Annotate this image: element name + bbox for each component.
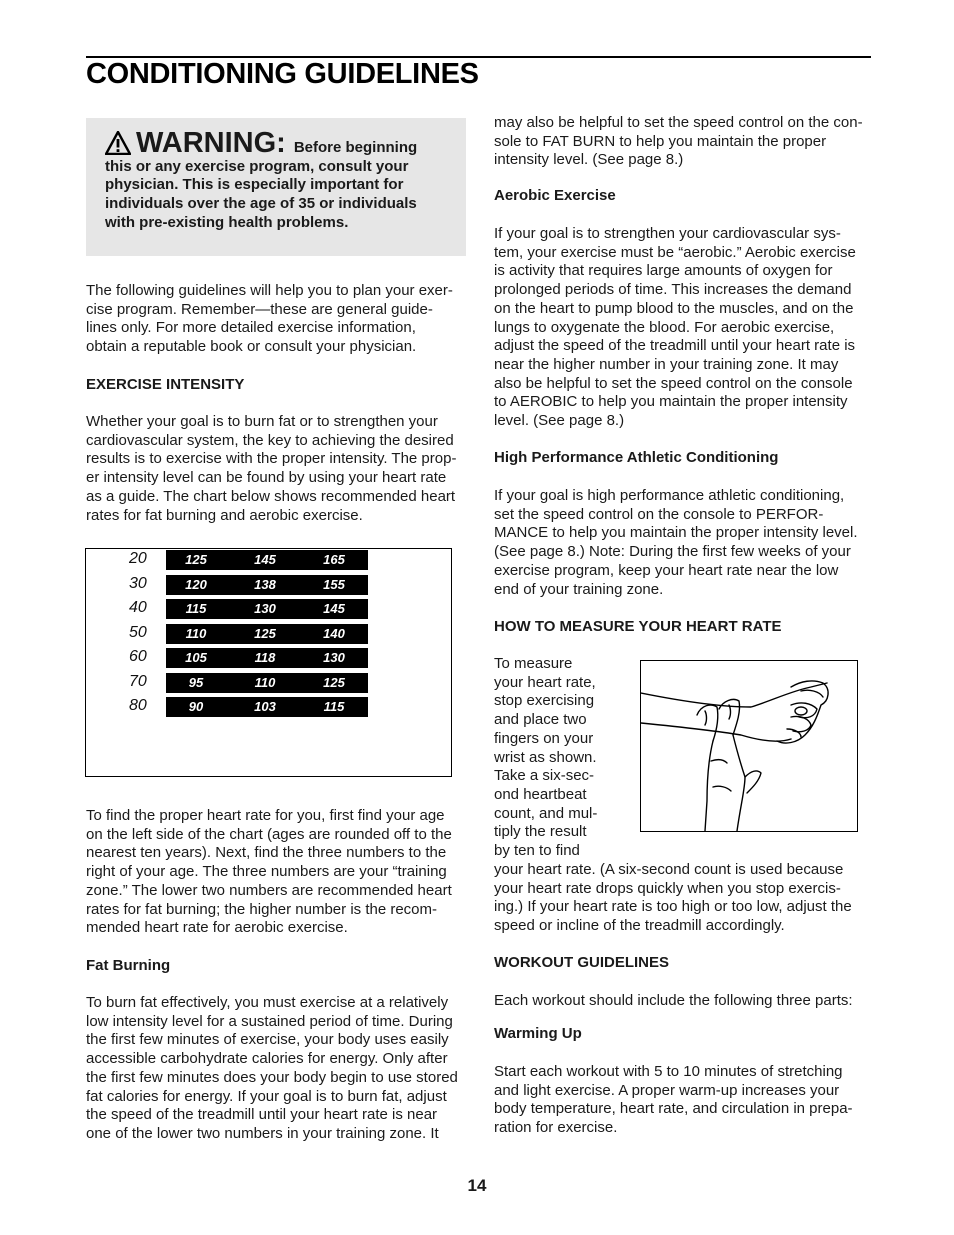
text-line: one of the lower two numbers in your training zone. It	[86, 1124, 439, 1142]
chart-value-bar	[166, 550, 368, 570]
chart-value-bar	[166, 599, 368, 619]
text-line: wrist as shown.	[494, 748, 597, 766]
text-line: fat calories for energy. If your goal is to burn fat, adjust	[86, 1087, 447, 1105]
intro-paragraph	[86, 282, 473, 357]
workout-heading: WORKOUT GUIDELINES	[494, 954, 669, 971]
text-line: If your goal is high performance athletic conditioning,	[494, 487, 845, 504]
text-line: nearest ten years). Next, find the three numbers to the	[86, 844, 447, 862]
text-line: count, and mul-	[494, 804, 598, 822]
warning-label: WARNING:	[136, 127, 286, 159]
text-line: tiply the result	[494, 823, 587, 841]
warning-text-line: Before beginning	[293, 139, 418, 156]
text-line: near the higher number in your training zone. It may	[494, 355, 839, 373]
chart-row	[86, 648, 451, 668]
text-line: level. (See page 8.)	[494, 412, 625, 430]
chart-row	[86, 624, 451, 644]
text-line: Start each workout with 5 to 10 minutes of stretching	[494, 1063, 843, 1080]
text-line: also be helpful to set the speed control on the console	[494, 374, 853, 392]
text-line: on the heart to pump blood to the muscles, and on the	[494, 299, 854, 317]
text-line: Whether your goal is to burn fat or to strengthen your	[86, 413, 438, 430]
warming-up-heading: Warming Up	[494, 1025, 582, 1042]
high-performance-heading: High Performance Athletic Conditioning	[494, 449, 779, 466]
page-title: CONDITIONING GUIDELINES	[86, 58, 479, 90]
text-line: your heart rate,	[494, 673, 596, 691]
chart-age-label: 80	[129, 697, 147, 714]
exercise-intensity-paragraph	[86, 413, 473, 525]
text-line: er intensity level can be found by using your heart rate	[86, 469, 447, 487]
chart-heart-rate-value: 110	[254, 674, 276, 690]
chart-heart-rate-value: 120	[185, 576, 207, 592]
text-line: If your goal is to strengthen your cardiovascular sys-	[494, 225, 841, 242]
text-line: your heart rate. (A six-second count is used because	[494, 861, 844, 878]
chart-value-bar	[166, 575, 368, 595]
chart-row	[86, 575, 451, 595]
chart-heart-rate-value: 90	[188, 699, 204, 714]
chart-heart-rate-value: 95	[188, 674, 204, 690]
text-line: cise program. Remember—these are general guide-	[86, 300, 433, 318]
text-line: adjust the speed of the treadmill until your heart rate is	[494, 337, 856, 355]
aerobic-heading: Aerobic Exercise	[494, 187, 616, 204]
warning-triangle-icon	[105, 131, 131, 155]
text-line: is activity that requires large amounts of oxygen for	[494, 262, 833, 280]
chart-heart-rate-value: 125	[323, 674, 345, 690]
chart-heart-rate-value: 115	[185, 601, 207, 616]
text-line: the first few minutes of exercise, your body uses easily	[86, 1031, 449, 1049]
text-line: and light exercise. A proper warm-up increases your	[494, 1081, 840, 1099]
chart-heart-rate-value: 140	[323, 625, 345, 641]
chart-heart-rate-value: 125	[254, 625, 276, 641]
text-line: as a guide. The chart below shows recommended heart	[86, 487, 456, 505]
fat-burning-continued	[494, 114, 879, 170]
chart-heart-rate-value: 103	[254, 699, 276, 714]
chart-age-label: 20	[129, 550, 147, 567]
text-line: The following guidelines will help you to plan your exer-	[86, 282, 453, 299]
text-line: your heart rate drops quickly when you stop exercis-	[494, 879, 841, 897]
text-line: exercise program, keep your heart rate near the low	[494, 561, 839, 579]
chart-row	[86, 599, 451, 619]
heart-rate-chart	[85, 548, 452, 777]
text-line: To find the proper heart rate for you, first find your age	[86, 807, 445, 824]
text-line: rates for fat burning and aerobic exercise.	[86, 506, 363, 524]
chart-row	[86, 673, 451, 693]
chart-value-bar	[166, 673, 368, 693]
text-line: cardiovascular system, the key to achieving the desired	[86, 431, 454, 449]
chart-heart-rate-value: 138	[254, 576, 276, 592]
text-line: To burn fat effectively, you must exercise at a relatively	[86, 994, 449, 1011]
text-line: and place two	[494, 711, 587, 729]
text-line: end of your training zone.	[494, 580, 664, 598]
chart-heart-rate-value: 118	[254, 650, 276, 665]
text-line: the speed of the treadmill until your heart rate is near	[86, 1106, 438, 1124]
text-line: speed or incline of the treadmill accordingly.	[494, 917, 785, 935]
text-line: prolonged periods of time. This increases the demand	[494, 281, 852, 299]
exercise-intensity-heading: EXERCISE INTENSITY	[86, 376, 245, 393]
chart-heart-rate-value: 105	[185, 650, 207, 665]
text-line: zone.” The lower two numbers are recommended heart	[86, 881, 452, 899]
text-line: accessible carbohydrate calories for energy. Only after	[86, 1050, 448, 1068]
text-line: the first few minutes does your body begin to use stored	[86, 1068, 458, 1086]
chart-heart-rate-value: 145	[254, 552, 276, 567]
chart-age-label: 40	[129, 599, 147, 616]
warning-text-line: individuals over the age of 35 or individuals	[105, 195, 417, 213]
text-line: tem, your exercise must be “aerobic.” Aerobic exercise	[494, 243, 856, 261]
chart-value-bar	[166, 697, 368, 717]
warning-box	[86, 118, 466, 256]
chart-value-bar	[166, 624, 368, 644]
text-line: stop exercising	[494, 692, 595, 710]
text-line: results is to exercise with the proper intensity. The prop-	[86, 450, 457, 468]
fat-burning-paragraph	[86, 994, 473, 1144]
text-line: rates for fat burning; the higher number is the recom-	[86, 900, 438, 918]
chart-age-label: 70	[129, 672, 147, 690]
chart-heart-rate-value: 155	[323, 576, 345, 592]
text-line: Take a six-sec-	[494, 767, 595, 785]
warning-text-line: this or any exercise program, consult your	[105, 157, 409, 175]
chart-heart-rate-value: 130	[254, 601, 276, 616]
text-line: low intensity level for a sustained period of time. During	[86, 1012, 453, 1030]
warming-up-paragraph	[494, 1063, 879, 1138]
text-line: to AEROBIC to help you maintain the proper intensity	[494, 393, 848, 411]
chart-heart-rate-value: 130	[323, 650, 345, 665]
text-line: may also be helpful to set the speed control on the con-	[494, 114, 863, 131]
measure-narrow-paragraph	[494, 655, 634, 861]
text-line: on the left side of the chart (ages are rounded off to the	[86, 825, 452, 843]
wrist-pulse-illustration	[640, 660, 858, 832]
text-line: sole to FAT BURN to help you maintain the proper	[494, 132, 827, 150]
page-number: 14	[467, 1176, 487, 1195]
text-line: MANCE to help you maintain the proper intensity level.	[494, 524, 858, 542]
text-line: lungs to oxygenate the blood. For aerobic exercise,	[494, 318, 835, 336]
text-line: intensity level. (See page 8.)	[494, 151, 684, 169]
aerobic-paragraph	[494, 225, 879, 431]
measure-wide-paragraph	[494, 861, 879, 936]
warning-text-line: with pre-existing health problems.	[105, 213, 349, 231]
text-line: ration for exercise.	[494, 1119, 618, 1137]
chart-age-label: 60	[129, 648, 147, 665]
warning-text-line: physician. This is especially important for	[105, 176, 404, 194]
text-line: mended heart rate for aerobic exercise.	[86, 919, 348, 937]
chart-age-label: 50	[129, 623, 147, 641]
text-line: lines only. For more detailed exercise information,	[86, 319, 416, 337]
chart-heart-rate-value: 145	[323, 601, 345, 616]
chart-heart-rate-value: 165	[323, 552, 345, 567]
text-line: by ten to find	[494, 842, 580, 860]
text-line: right of your age. The three numbers are your “training	[86, 863, 447, 881]
chart-heart-rate-value: 125	[185, 552, 207, 567]
chart-heart-rate-value: 115	[323, 699, 345, 714]
hand-pulse-icon	[641, 661, 857, 831]
chart-value-bar	[166, 648, 368, 668]
fat-burning-heading: Fat Burning	[86, 957, 171, 974]
text-line: body temperature, heart rate, and circulation in prepa-	[494, 1100, 853, 1118]
workout-intro: Each workout should include the following three parts:	[494, 992, 853, 1009]
text-line: (See page 8.) Note: During the first few weeks of your	[494, 543, 851, 561]
warning-first-line	[105, 128, 452, 158]
chart-heart-rate-value: 110	[185, 625, 207, 641]
high-performance-paragraph	[494, 487, 879, 599]
measure-heading: HOW TO MEASURE YOUR HEART RATE	[494, 618, 782, 635]
chart-row	[86, 697, 451, 717]
text-line: obtain a reputable book or consult your physician.	[86, 338, 417, 356]
text-line: ing.) If your heart rate is too high or too low, adjust the	[494, 898, 852, 916]
find-rate-paragraph	[86, 807, 473, 938]
text-line: fingers on your	[494, 729, 594, 747]
text-line: To measure	[494, 655, 573, 672]
text-line: set the speed control on the console to PERFOR-	[494, 505, 824, 523]
chart-age-label: 30	[129, 574, 147, 592]
chart-row	[86, 550, 451, 570]
text-line: ond heartbeat	[494, 785, 587, 803]
